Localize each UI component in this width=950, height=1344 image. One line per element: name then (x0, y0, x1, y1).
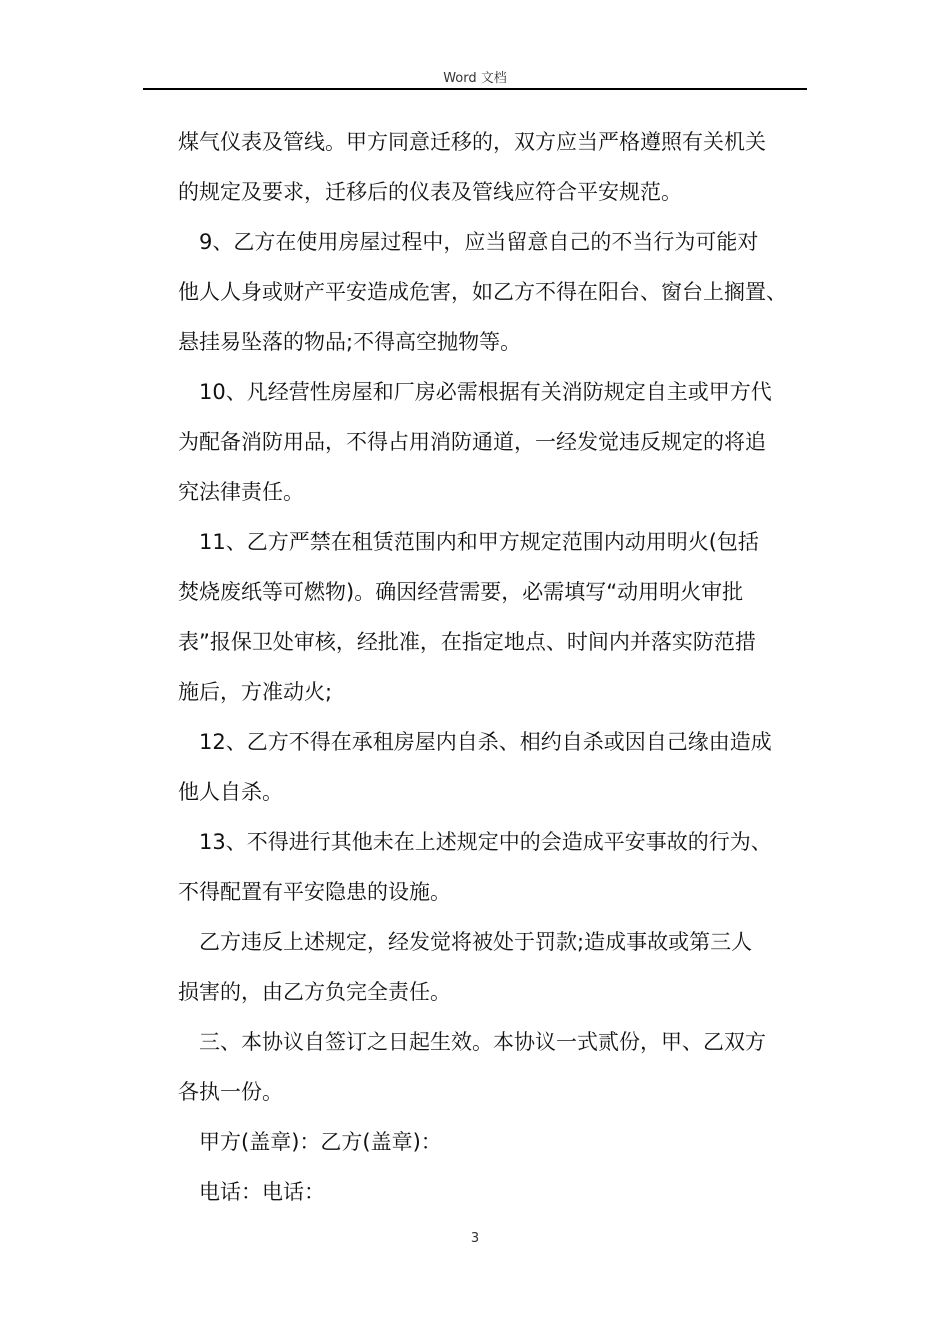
paragraph-item-9: 9、乙方在使用房屋过程中，应当留意自己的不当行为可能对 (199, 230, 759, 254)
text-line: 表”报保卫处审核，经批准，在指定地点、时间内并落实防范措 (178, 630, 756, 654)
text-line: 不得配置有平安隐患的设施。 (178, 880, 451, 904)
signature-line: 甲方(盖章)：乙方(盖章)： (199, 1130, 442, 1154)
paragraph-item-11: 11、乙方严禁在租赁范围内和甲方规定范围内动用明火(包括 (199, 530, 759, 554)
paragraph-effective: 三、本协议自签订之日起生效。本协议一式贰份，甲、乙双方 (199, 1030, 766, 1054)
phone-line: 电话：电话： (199, 1180, 325, 1204)
text-line: 各执一份。 (178, 1080, 283, 1104)
document-body (178, 130, 818, 1205)
paragraph-penalty: 乙方违反上述规定，经发觉将被处于罚款;造成事故或第三人 (199, 930, 753, 954)
paragraph-item-10: 10、凡经营性房屋和厂房必需根据有关消防规定自主或甲方代 (199, 380, 772, 404)
text-line: 焚烧废纸等可燃物)。确因经营需要，必需填写“动用明火审批 (178, 580, 744, 604)
text-line: 究法律责任。 (178, 480, 304, 504)
header-title: Word 文档 (443, 71, 507, 86)
text-line: 他人自杀。 (178, 780, 283, 804)
text-line: 他人人身或财产平安造成危害，如乙方不得在阳台、窗台上搁置、 (178, 280, 787, 304)
text-line: 煤气仪表及管线。甲方同意迁移的，双方应当严格遵照有关机关 (178, 130, 766, 154)
text-line: 的规定及要求，迁移后的仪表及管线应符合平安规范。 (178, 180, 682, 204)
text-line: 损害的，由乙方负完全责任。 (178, 980, 451, 1004)
text-line: 悬挂易坠落的物品;不得高空抛物等。 (178, 330, 522, 354)
text-line: 为配备消防用品，不得占用消防通道，一经发觉违反规定的将追 (178, 430, 766, 454)
page-header (143, 64, 807, 90)
paragraph-item-13: 13、不得进行其他未在上述规定中的会造成平安事故的行为、 (199, 830, 772, 854)
page-number: 3 (470, 1231, 480, 1246)
paragraph-item-12: 12、乙方不得在承租房屋内自杀、相约自杀或因自己缘由造成 (199, 730, 772, 754)
text-line: 施后，方准动火; (178, 680, 333, 704)
